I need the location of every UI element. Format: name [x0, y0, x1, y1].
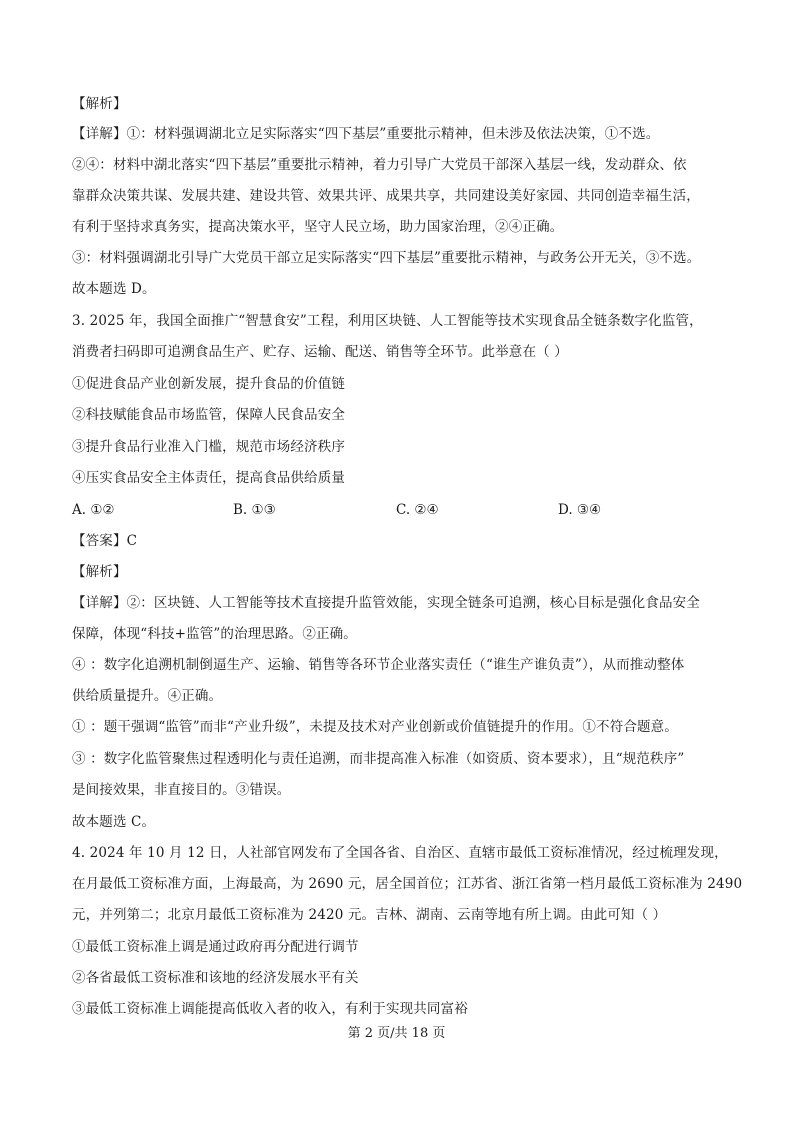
analysis-line: ① ：题干强调“监管”而非“产业升级”，未提及技术对产业创新或价值链提升的作用。①不符合题意。: [72, 719, 678, 735]
analysis-label: 【解析】: [72, 96, 127, 112]
analysis-line: ②④：材料中湖北落实“四下基层”重要批示精神，着力引导广大党员干部深入基层一线，发动群众、依: [72, 157, 687, 173]
statement-item: ③最低工资标准上调能提高低收入者的收入，有利于实现共同富裕: [72, 1001, 468, 1017]
analysis-label: 【解析】: [72, 564, 127, 580]
analysis-line: 有利于坚持求真务实，提高决策水平，坚守人民立场，助力国家治理，②④正确。: [72, 219, 564, 235]
statement-item: ①促进食品产业创新发展，提升食品的价值链: [72, 376, 345, 392]
option-c: C. ②④: [396, 502, 439, 518]
analysis-line: ④ ：数字化追溯机制倒逼生产、运输、销售等各环节企业落实责任（“谁生产谁负责”），从而推动整体: [72, 657, 685, 673]
analysis-line: 【详解】①：材料强调湖北立足实际落实“四下基层”重要批示精神，但未涉及依法决策，①不选。: [72, 126, 660, 142]
analysis-conclusion: 故本题选 D。: [72, 281, 156, 297]
statement-item: ③提升食品行业准入门槛，规范市场经济秩序: [72, 439, 345, 455]
question-stem-line: 消费者扫码即可追溯食品生产、贮存、运输、配送、销售等全环节。此举意在（ ）: [72, 344, 568, 360]
analysis-conclusion: 故本题选 C。: [72, 814, 156, 830]
statement-item: ②科技赋能食品市场监管，保障人民食品安全: [72, 407, 345, 423]
option-b: B. ①③: [233, 502, 276, 518]
analysis-line: 保障，体现“科技+监管”的治理思路。②正确。: [72, 626, 357, 642]
option-d: D. ③④: [558, 502, 602, 518]
analysis-line: 【详解】②：区块链、人工智能等技术直接提升监管效能，实现全链条可追溯，核心目标是强化食品安全: [72, 595, 700, 611]
option-a: A. ①②: [72, 502, 115, 518]
statement-item: ②各省最低工资标准和该地的经济发展水平有关: [72, 970, 359, 986]
analysis-line: 靠群众决策共谋、发展共建、建设共管、效果共评、成果共享，共同建设美好家园、共同创造幸福生活，: [72, 188, 700, 204]
analysis-line: ③：材料强调湖北引导广大党员干部立足实际落实“四下基层”重要批示精神，与政务公开无关，③不选。: [72, 250, 701, 266]
question-stem-line: 4. 2024 年 10 月 12 日，人社部官网发布了全国各省、自治区、直辖市最低工资标准情况，经过梳理发现，: [72, 845, 728, 861]
analysis-line: 是间接效果，非直接目的。③错误。: [72, 782, 291, 798]
statement-item: ④压实食品安全主体责任，提高食品供给质量: [72, 470, 345, 486]
answer-label: 【答案】C: [72, 533, 138, 549]
page-number: 第 2 页/共 18 页: [347, 1026, 446, 1041]
statement-item: ①最低工资标准上调是通过政府再分配进行调节: [72, 939, 359, 955]
question-stem-line: 在月最低工资标准方面，上海最高，为 2690 元，居全国首位；江苏省、浙江省第一档月最低工资标准为 2490: [72, 876, 743, 892]
analysis-line: 供给质量提升。④正确。: [72, 688, 223, 704]
question-stem-line: 3. 2025 年，我国全面推广“智慧食安”工程，利用区块链、人工智能等技术实现食品全链条数字化监管，: [72, 313, 703, 329]
question-stem-line: 元，并列第二；北京月最低工资标准为 2420 元。吉林、湖南、云南等地有所上调。由此可知（ ）: [72, 907, 667, 923]
analysis-line: ③ ：数字化监管聚焦过程透明化与责任追溯，而非提高准入标准（如资质、资本要求），且“规范秩序”: [72, 751, 685, 767]
